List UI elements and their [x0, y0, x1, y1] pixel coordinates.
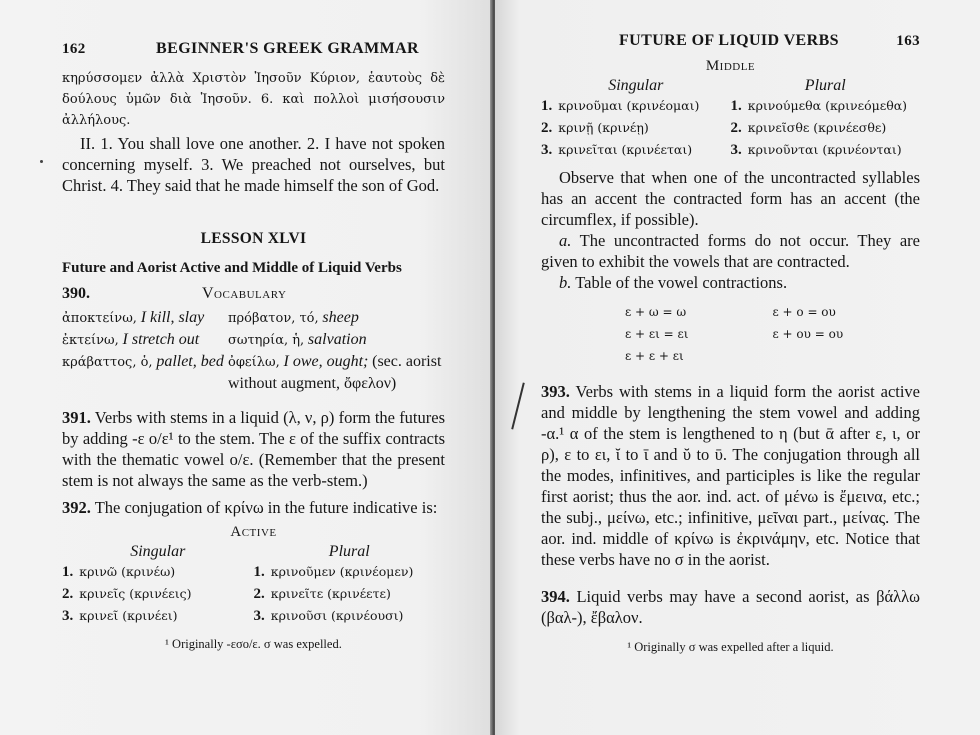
vocab-item: πρόβατον, τό, sheep [228, 309, 359, 326]
active-paradigm [62, 543, 445, 627]
paradigm-cell: 2. κρινῇ (κρινέῃ) [541, 120, 649, 136]
contraction-cell: ε + ε + ει [625, 349, 684, 363]
lesson-title: LESSON XLVI [200, 230, 307, 247]
note-b: b. Table of the vowel contractions. [559, 273, 788, 292]
vocabulary-list [62, 307, 445, 395]
vocab-item: ἐκτείνω, I stretch out [62, 331, 200, 348]
middle-paradigm [541, 77, 920, 161]
greek-exercise-continuation: κηρύσσομεν ἀλλὰ Χριστὸν Ἰησοῦν Κύριον, ἑαυτοὺς δὲ δούλους ὑμῶν διὰ Ἰησοῦν. 6. καὶ πολλοὶ μισήσουσιν ἀλλήλους. [62, 71, 445, 128]
paradigm-cell: 3. κρινοῦσι (κρινέουσι) [253, 608, 404, 624]
vowel-contraction-table [541, 301, 920, 367]
middle-label: Middle [705, 58, 756, 74]
section-394: 394. Liquid verbs may have a second aorist, as βάλλω (βαλ-), ἔβαλον. [541, 587, 920, 627]
section-393: 393. Verbs with stems in a liquid form the aorist active and middle by lengthening the stem vowel and adding -α.¹ α of the stem is lengthened to η (but ᾱ after ε, ι, or ρ), ε to ει, ῐ to ῑ and ῠ to ῡ. The conjugation through all the modes, infinitives, and participles is like the regular first aorist; thus the aor. ind. act. of μένω is ἔμεινα, etc.; the subj., μείνω, etc.; infinitive, μεῖναι part., μείνας. The aor. ind. middle of κρίνω is ἐκρινάμην, etc. Notice that these verbs have no σ in the aorist. [541, 382, 921, 569]
paradigm-cell: 3. κρινεῖται (κρινέεται) [541, 142, 693, 158]
plural-header: Plural [804, 77, 846, 94]
paradigm-cell: 2. κρινεῖσθε (κρινέεσθε) [730, 120, 887, 136]
contraction-cell: ε + ο = ου [772, 305, 836, 319]
paradigm-cell: 2. κρινεῖς (κρινέεις) [62, 586, 192, 602]
footnote: ¹ Originally -εσο/ε. σ was expelled. [165, 637, 342, 651]
vocabulary-heading [62, 285, 445, 303]
paradigm-cell: 3. κρινοῦνται (κρινέονται) [730, 142, 902, 158]
vocab-item: κράβαττος, ὁ, pallet, bed [62, 353, 224, 370]
contraction-cell: ε + ου = ου [772, 327, 844, 341]
running-head [62, 40, 445, 58]
contraction-cell: ε + ει = ει [625, 327, 689, 341]
vocab-item: σωτηρία, ἡ, salvation [228, 331, 367, 348]
vocab-item: ὀφείλω, I owe, ought; (sec. aorist without augment, ὄφελον) [228, 353, 442, 392]
observe-paragraph: Observe that when one of the uncontracted syllables has an accent the contracted form has an accent (the circumflex, if possible). [541, 168, 920, 229]
paradigm-cell: 1. κρινῶ (κρινέω) [62, 564, 176, 580]
running-head-title: FUTURE OF LIQUID VERBS [619, 32, 839, 49]
contraction-cell [773, 345, 921, 367]
vocabulary-label: Vocabulary [202, 285, 287, 302]
contraction-cell: ε + ω = ω [625, 305, 687, 319]
paradigm-cell: 1. κρινοῦμαι (κρινέομαι) [541, 98, 700, 114]
active-label: Active [230, 524, 277, 540]
running-head [541, 32, 920, 50]
vocab-item: ἀποκτείνω, I kill, slay [62, 309, 205, 326]
singular-header: Singular [130, 543, 186, 560]
paradigm-cell: 1. κρινούμεθα (κρινεόμεθα) [730, 98, 908, 114]
section-392: 392. The conjugation of κρίνω in the future indicative is: [62, 498, 438, 517]
running-head-title: BEGINNER'S GREEK GRAMMAR [156, 40, 419, 57]
singular-header: Singular [608, 77, 664, 94]
ink-speck [40, 160, 43, 163]
page-number: 163 [896, 33, 920, 49]
section-391: 391. Verbs with stems in a liquid (λ, ν, ρ) form the futures by adding -ε ο/ε¹ to the stem. The ε of the suffix contracts with the thematic vowel ο/ε. (Remember that the present stem is not always the same as the verb-stem.) [62, 408, 446, 490]
page-number: 162 [62, 41, 86, 57]
plural-header: Plural [328, 543, 370, 560]
paradigm-cell: 1. κρινοῦμεν (κρινέομεν) [253, 564, 414, 580]
exercise-ii: II. 1. You shall love one another. 2. I have not spoken concerning myself. 3. We preached not ourselves, but Christ. 4. They said that he made himself the son of God. [62, 134, 445, 195]
note-a: a. The uncontracted forms do not occur. They are given to exhibit the vowels that are contracted. [541, 231, 920, 271]
section-number: 390. [62, 285, 90, 302]
right-page [495, 0, 980, 735]
footnote: ¹ Originally σ was expelled after a liquid. [627, 640, 834, 654]
paradigm-cell: 3. κρινεῖ (κρινέει) [62, 608, 178, 624]
paradigm-cell: 2. κρινεῖτε (κρινέετε) [253, 586, 391, 602]
lesson-subtitle: Future and Aorist Active and Middle of Liquid Verbs [62, 260, 402, 276]
